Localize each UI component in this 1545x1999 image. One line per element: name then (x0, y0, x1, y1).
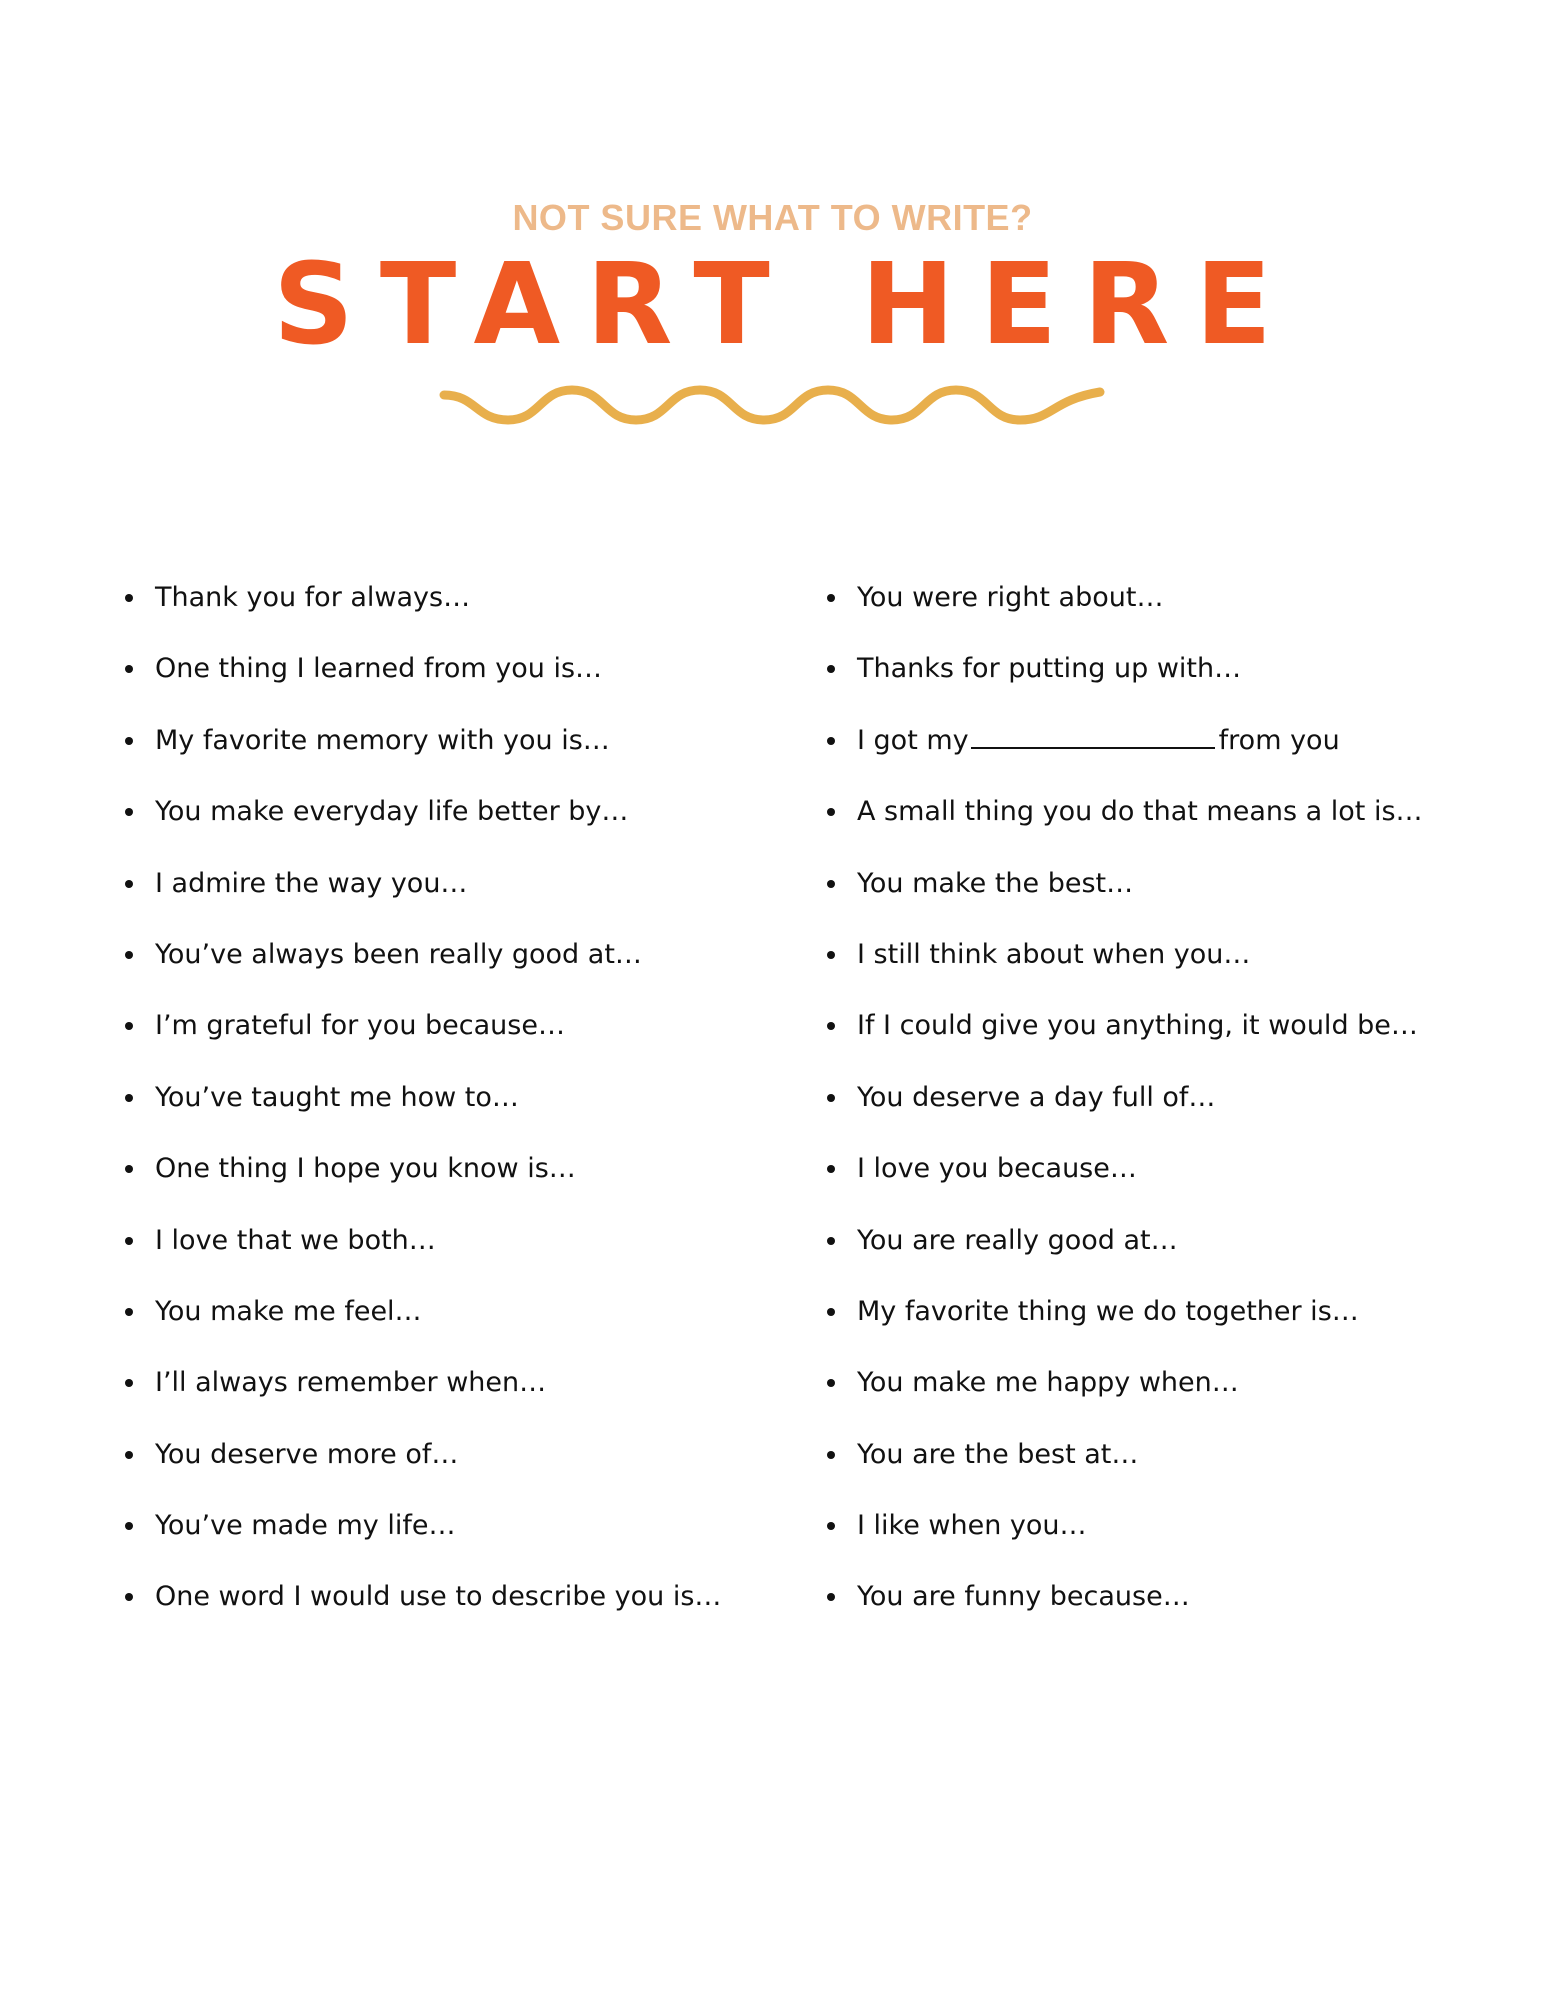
prompt-list-right (822, 566, 1522, 1637)
bullet-icon (827, 1522, 835, 1530)
prompt-text: My favorite memory with you is… (155, 724, 610, 756)
bullet-icon (827, 1379, 835, 1387)
bullet-icon (827, 880, 835, 888)
bullet-icon (125, 951, 133, 959)
list-item (120, 1565, 770, 1636)
prompt-text: You make me feel… (155, 1295, 422, 1327)
prompt-text: I love you because… (857, 1153, 1137, 1185)
list-item (822, 1209, 1522, 1280)
list-item (822, 1280, 1522, 1351)
list-item (120, 1209, 770, 1280)
list-item (120, 1423, 770, 1494)
prompt-text: You’ve always been really good at… (155, 938, 642, 970)
page-title: START HERE (273, 240, 1298, 370)
bullet-icon (827, 808, 835, 816)
prompt-text: You make me happy when… (857, 1367, 1239, 1399)
prompt-text: You make everyday life better by… (155, 796, 629, 828)
bullet-icon (827, 1308, 835, 1316)
prompt-text: One thing I learned from you is… (155, 653, 603, 685)
list-item (120, 1494, 770, 1565)
bullet-icon (125, 594, 133, 602)
list-item (822, 923, 1522, 994)
prompt-text: You are the best at… (857, 1438, 1139, 1470)
prompt-text: You are really good at… (857, 1224, 1178, 1256)
prompt-text: One word I would use to describe you is… (155, 1581, 722, 1613)
list-item (822, 566, 1522, 637)
bullet-icon (125, 1451, 133, 1459)
prompt-text: If I could give you anything, it would be… (857, 1010, 1418, 1042)
prompt-text-after: from you (1218, 724, 1340, 756)
list-item (822, 1565, 1522, 1636)
list-item (822, 709, 1522, 780)
fill-in-blank (971, 717, 1215, 749)
prompt-text: You’ve taught me how to… (155, 1081, 519, 1113)
bullet-icon (125, 665, 133, 673)
bullet-icon (827, 1165, 835, 1173)
prompt-text: I’m grateful for you because… (155, 1010, 565, 1042)
list-item (822, 1137, 1522, 1208)
bullet-icon (827, 1451, 835, 1459)
prompt-text: You make the best… (857, 867, 1134, 899)
bullet-icon (827, 951, 835, 959)
prompt-text: A small thing you do that means a lot is… (857, 796, 1423, 828)
prompt-text: I admire the way you… (155, 867, 468, 899)
prompt-text: I like when you… (857, 1510, 1087, 1542)
bullet-icon (827, 594, 835, 602)
prompt-text: Thank you for always… (155, 582, 471, 613)
bullet-icon (827, 1237, 835, 1245)
list-item (120, 1351, 770, 1422)
bullet-icon (125, 1522, 133, 1530)
prompt-text: I still think about when you… (857, 938, 1251, 970)
prompt-text: I got my (857, 724, 969, 756)
list-item (822, 994, 1522, 1065)
list-item (822, 1494, 1522, 1565)
list-item (120, 923, 770, 994)
prompt-text: Thanks for putting up with… (857, 653, 1242, 685)
list-item (120, 1280, 770, 1351)
bullet-icon (125, 1094, 133, 1102)
list-item (120, 1066, 770, 1137)
prompt-text: You are funny because… (857, 1581, 1190, 1613)
bullet-icon (125, 1237, 133, 1245)
list-item (822, 637, 1522, 708)
bullet-icon (125, 1022, 133, 1030)
list-item (120, 1137, 770, 1208)
prompt-text: You’ve made my life… (155, 1510, 456, 1542)
bullet-icon (125, 1593, 133, 1601)
bullet-icon (125, 1379, 133, 1387)
list-item (120, 566, 770, 637)
list-item (120, 780, 770, 851)
bullet-icon (125, 1165, 133, 1173)
list-item (822, 780, 1522, 851)
list-item (120, 637, 770, 708)
list-item (822, 1423, 1522, 1494)
wavy-line-icon (444, 380, 1100, 430)
list-item (120, 994, 770, 1065)
bullet-icon (125, 737, 133, 745)
list-item (120, 852, 770, 923)
prompt-list-left (120, 566, 770, 1637)
subtitle: NOT SURE WHAT TO WRITE? (512, 197, 1033, 238)
bullet-icon (827, 665, 835, 673)
prompt-text: My favorite thing we do together is… (857, 1295, 1359, 1327)
list-item (822, 1066, 1522, 1137)
list-item (120, 709, 770, 780)
prompt-text: One thing I hope you know is… (155, 1153, 576, 1185)
prompt-text: I love that we both… (155, 1224, 436, 1256)
list-item (822, 852, 1522, 923)
bullet-icon (125, 808, 133, 816)
prompt-text: I’ll always remember when… (155, 1367, 547, 1399)
list-item (822, 1351, 1522, 1422)
header (0, 0, 1545, 460)
bullet-icon (125, 1308, 133, 1316)
prompt-text: You deserve a day full of… (857, 1081, 1216, 1113)
bullet-icon (827, 1593, 835, 1601)
prompt-text: You were right about… (857, 582, 1164, 613)
bullet-icon (827, 1022, 835, 1030)
bullet-icon (827, 1094, 835, 1102)
prompt-text: You deserve more of… (155, 1438, 459, 1470)
bullet-icon (827, 737, 835, 745)
bullet-icon (125, 880, 133, 888)
